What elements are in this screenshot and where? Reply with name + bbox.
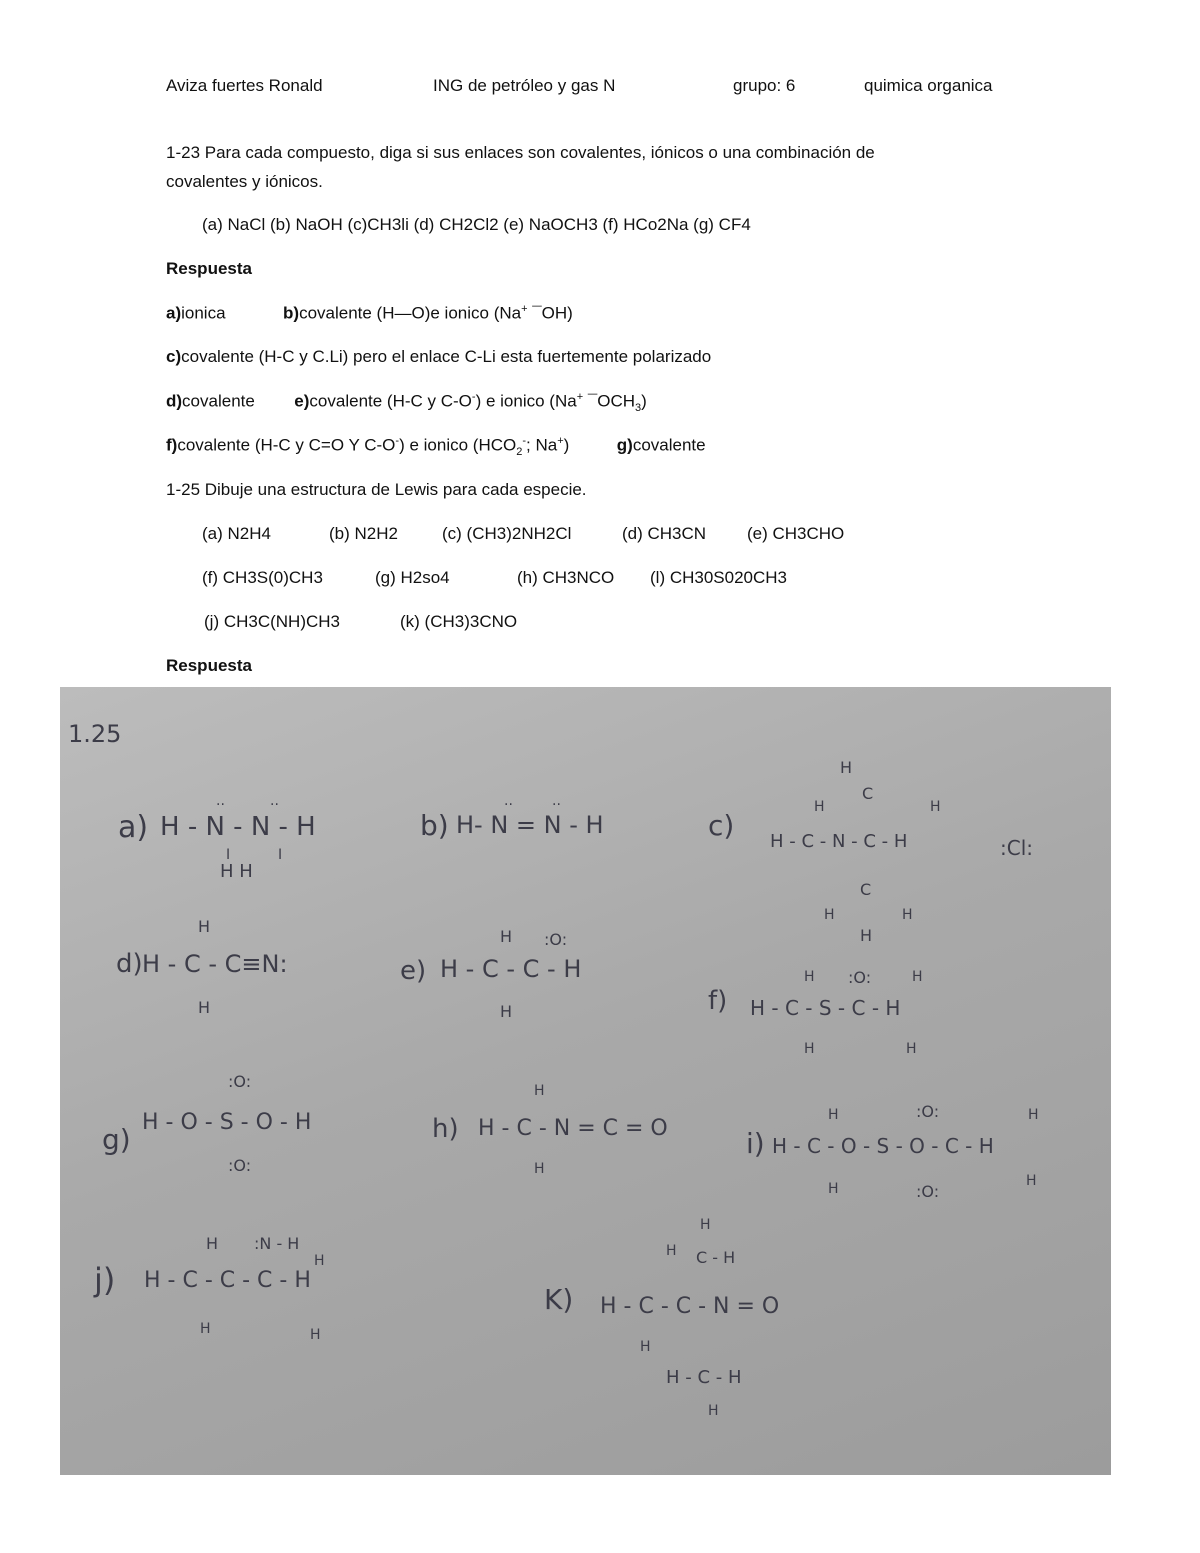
- svg-text:g): g): [102, 1123, 131, 1156]
- svg-text:H: H: [198, 917, 211, 936]
- svg-text:H: H: [1028, 1107, 1039, 1123]
- svg-text:H: H: [700, 1217, 711, 1233]
- svg-text:H: H: [906, 1041, 917, 1057]
- course: quimica organica: [864, 76, 993, 95]
- svg-text::O:: :O:: [848, 968, 872, 987]
- svg-text:H - C - H: H - C - H: [666, 1367, 742, 1388]
- svg-text:H: H: [912, 969, 923, 985]
- group: grupo: 6: [733, 76, 796, 95]
- svg-text::O:: :O:: [916, 1182, 940, 1201]
- svg-text:H: H: [314, 1253, 325, 1269]
- svg-text:··: ··: [270, 797, 279, 813]
- answer-row-fg: f)covalente (H-C y C=O Y C-O-) e ionico ($HCO_2^-$; Na+) g)covalente: [166, 435, 706, 459]
- answer-d: covalente: [182, 391, 255, 411]
- svg-text:H: H: [930, 799, 941, 815]
- svg-text:d): d): [116, 949, 143, 979]
- svg-text:H: H: [840, 758, 853, 777]
- structure-j: H - C - C - C - H: [144, 1268, 311, 1293]
- structure-e: H - C - C - H: [440, 955, 582, 983]
- answer-b: covalente (H—O)e ionico (Na: [299, 303, 522, 323]
- answer-g: covalente: [632, 435, 706, 455]
- svg-text:K): K): [544, 1283, 574, 1316]
- svg-text:H: H: [828, 1181, 839, 1197]
- svg-text:b): b): [420, 809, 449, 842]
- svg-text:h): h): [432, 1114, 459, 1144]
- svg-text:H: H: [666, 1243, 677, 1259]
- career: ING de petróleo y gas N: [433, 76, 616, 95]
- svg-text:c): c): [708, 809, 735, 842]
- svg-text:C: C: [862, 784, 874, 803]
- svg-text:C: C: [860, 880, 872, 899]
- svg-text:H: H: [828, 1107, 839, 1123]
- svg-text:H: H: [804, 969, 815, 985]
- svg-text:··: ··: [552, 797, 561, 813]
- svg-text:I: I: [278, 847, 283, 863]
- q125-prompt: 1-25 Dibuje una estructura de Lewis para cada especie.: [166, 480, 587, 499]
- student-name: Aviza fuertes Ronald: [166, 76, 323, 95]
- svg-text:··: ··: [216, 797, 225, 813]
- svg-text:H: H: [814, 799, 825, 815]
- svg-text:H: H: [310, 1327, 321, 1343]
- answer-f: covalente (H-C y C=O Y C-O: [177, 435, 396, 455]
- svg-text:H: H: [860, 926, 873, 945]
- q123-prompt-line1: 1-23 Para cada compuesto, diga si sus enlaces son covalentes, iónicos o una combinación de: [166, 143, 875, 162]
- svg-text::O:: :O:: [544, 930, 568, 949]
- svg-text::O:: :O:: [228, 1072, 252, 1091]
- q123-answer-heading: Respuesta: [166, 259, 252, 278]
- structure-c: H - C - N - C - H: [770, 831, 908, 852]
- svg-text:H: H: [824, 907, 835, 923]
- structure-b: H- N = N - H: [456, 811, 604, 839]
- q123-compounds: (a) NaCl (b) NaOH (c)CH3li (d) CH2Cl2 (e) NaOCH3 (f) HCo2Na (g) CF4: [202, 215, 751, 234]
- svg-text:I: I: [226, 847, 231, 863]
- answer-e: covalente (H-C y C-O: [309, 391, 472, 411]
- svg-text:H: H: [500, 927, 513, 946]
- svg-text:H: H: [804, 1041, 815, 1057]
- svg-text:H: H: [640, 1339, 651, 1355]
- svg-text:H: H: [902, 907, 913, 923]
- answer-c: covalente (H-C y C.Li) pero el enlace C-Li esta fuertemente polarizado: [181, 347, 712, 366]
- svg-text:H: H: [708, 1403, 719, 1419]
- lewis-structures: [60, 687, 1111, 1475]
- structure-f: H - C - S - C - H: [750, 996, 901, 1020]
- structure-g: H - O - S - O - H: [142, 1110, 312, 1135]
- svg-text:i): i): [746, 1127, 765, 1160]
- q123-prompt-line2: covalentes y iónicos.: [166, 172, 323, 191]
- answer-row-de: d)covalente e)covalente (H-C y C-O-) e ionico (Na+ $¯OCH_3$): [166, 391, 647, 415]
- svg-text:H: H: [500, 1002, 513, 1021]
- svg-text:C - H: C - H: [696, 1248, 736, 1267]
- svg-text:H H: H H: [220, 861, 253, 882]
- svg-text:H: H: [206, 1234, 219, 1253]
- svg-text:H: H: [1026, 1173, 1037, 1189]
- svg-text:H: H: [534, 1161, 545, 1177]
- structure-d: H - C - C≡N:: [142, 950, 288, 978]
- q125-answer-heading: Respuesta: [166, 656, 252, 675]
- svg-text:j): j): [94, 1261, 116, 1299]
- answer-row-c: c)covalente (H-C y C.Li) pero el enlace C-Li esta fuertemente polarizado: [166, 347, 712, 366]
- structure-a: H - N - N - H: [160, 812, 316, 842]
- svg-text::O:: :O:: [916, 1102, 940, 1121]
- svg-text:··: ··: [504, 797, 513, 813]
- answer-row-ab: a)ionica b)covalente (H—O)e ionico (Na+ ¯OH): [166, 303, 573, 323]
- svg-text::N - H: :N - H: [254, 1234, 300, 1253]
- svg-text:e): e): [400, 956, 427, 986]
- svg-text::O:: :O:: [228, 1156, 252, 1175]
- svg-text:H: H: [200, 1321, 211, 1337]
- chloride-ion: :Cl:: [1000, 836, 1033, 860]
- structure-i: H - C - O - S - O - C - H: [772, 1134, 994, 1158]
- svg-text:f): f): [708, 986, 728, 1016]
- structure-k: H - C - C - N = O: [600, 1294, 780, 1319]
- answer-a: ionica: [181, 303, 226, 323]
- svg-text:a): a): [118, 810, 149, 845]
- svg-text:H: H: [534, 1083, 545, 1099]
- photo-title: 1.25: [68, 720, 122, 748]
- structure-h: H - C - N = C = O: [478, 1116, 668, 1141]
- svg-text:H: H: [198, 998, 211, 1017]
- handwritten-answer-photo: [60, 687, 1111, 1475]
